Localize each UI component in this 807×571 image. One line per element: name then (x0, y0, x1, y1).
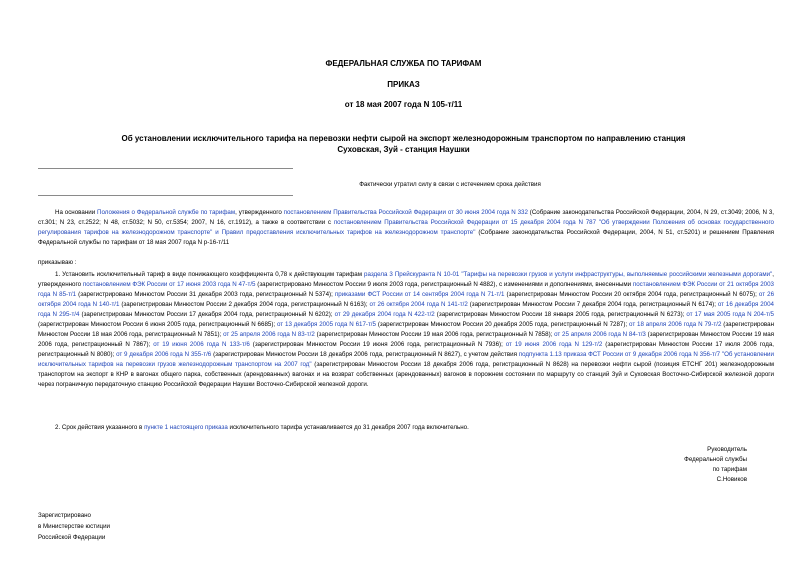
item1-link-fst-356-title[interactable]: "Об установлении исключительных тарифов на перевозки грузов железнодорожным транспортом на 2007 год" (38, 351, 774, 368)
item1-link-fst-141[interactable]: от 26 октября 2004 года N 141-т/2 (369, 301, 468, 308)
status-note: Фактически утратил силу в связи с истечением срока действия (359, 181, 541, 188)
item1-text: (зарегистрирован Минюстом России 20 октября 2004 года, регистрационный N 6075); (504, 291, 759, 298)
signature-line: по тарифам (712, 466, 747, 473)
agency-name: ФЕДЕРАЛЬНАЯ СЛУЖБА ПО ТАРИФАМ (325, 59, 482, 68)
preamble-link-gov-resolution-787[interactable]: постановлением Правительства Российской Федерации от 15 декабря 2004 года N 787 "Об утверждении Положения об основах государственного регулирования тарифов на железнодорожном транспорте" и Правил предоставления исключительных тарифов на железнодорожном транспорте" (38, 219, 775, 236)
doc-type: ПРИКАЗ (387, 80, 420, 89)
item1-link-fst-71[interactable]: приказами ФСТ России от 14 сентября 2004 года N 71-т/1 (334, 291, 505, 298)
registration-line: Российской Федерации (38, 534, 106, 541)
item1-text: (зарегистрирован Минюстом России 18 декабря 2006 года, регистрационный N 8628) на перевозки нефти сырой (позиция ЕТСНГ 201) железнодорожным транспортом на экспорт в КНР в вагонах общего парка, собственных (арендованных) вагонах и на возврат собственных (арендованных) вагонов в порожнем состоянии по маршруту со станций Зуй и Суховская Восточно-Сибирской железной дороги через пограничную передаточную станцию Российской Федерации Наушки Восточно-Сибирской железной дороги. (38, 361, 774, 388)
item1-text: (зарегистрирован Минюстом России 20 декабря 2005 года, регистрационный N 7287); (375, 321, 630, 328)
item1-link-fst-129[interactable]: от 19 июня 2006 года N 129-т/2 (505, 341, 603, 348)
preamble-paragraph (38, 208, 774, 248)
registration-line: Зарегистрировано (38, 512, 91, 519)
item1-text: (зарегистрировано Минюстом России 9 июля 2003 года, регистрационный N 4882), с изменениями и дополнениями, внесенными (255, 281, 633, 288)
signer-name: С.Новиков (716, 476, 747, 483)
item1-text: (зарегистрирован Минюстом России 7 декабря 2004 года, регистрационный N 6174); (467, 301, 718, 308)
registration-note (38, 510, 110, 543)
item1-link-pricelist[interactable]: раздела 3 Прейскуранта N 10-01 "Тарифы на перевозки грузов и услуги инфраструктуры, выполняемые российскими железными дорогами" (364, 271, 773, 278)
divider-bottom (38, 195, 293, 196)
item1-text: (зарегистрирован Минюстом России 17 декабря 2004 года, регистрационный N 6202); (79, 311, 335, 318)
preamble-text-4: (Собрание законодательства Российской Федерации, 2004, N 51, ст.5201) и решением Правления Федеральной службы по тарифам от 18 мая 2007 года N р-16-т/11 (38, 229, 774, 246)
preamble-text-1: На основании (55, 209, 98, 216)
item1-text: 1. Установить исключительный тариф в виде понижающего коэффициента 0,78 к действующим тарифам (55, 271, 364, 278)
item1-text: , утвержденного (38, 271, 774, 288)
item1-text: (зарегистрирован Минюстом России 19 мая 2006 года, регистрационный N 7858); (314, 331, 555, 338)
item1-text: (зарегистрирован Минюстом России 18 января 2005 года, регистрационный N 6273); (434, 311, 687, 318)
item1-text: (зарегистрировано Минюстом России 31 декабря 2003 года, регистрационный N 5374); (76, 291, 335, 298)
item2-text: исключительного тарифа устанавливается до 31 декабря 2007 года включительно. (227, 424, 469, 431)
item1-link-fst-83[interactable]: от 25 апреля 2006 года N 83-т/2 (223, 331, 315, 338)
item1-link-fst-356-subitem[interactable]: подпункта 1.13 приказа ФСТ России от 9 декабря 2006 года N 356-т/7 (518, 351, 721, 358)
item1-link-fst-204[interactable]: от 17 мая 2005 года N 204-т/5 (686, 311, 774, 318)
doc-title: Об установлении исключительного тарифа на перевозки нефти сырой на экспорт железнодорожным транспортом по направлению станция Суховская, Зуй - станция Наушки (121, 134, 686, 154)
preamble-text-3: (Собрание законодательства Российской Федерации, 2004, N 29, ст.3049; 2006, N 3, ст.301; N 23, ст.2522; N 48, ст.5032; N 50, ст.5354; 2007, N 16, ст.1912), а также в соответствии с (38, 209, 774, 226)
item1-link-fst-295[interactable]: от 16 декабря 2004 года N 295-т/4 (38, 301, 774, 318)
doc-date-number: от 18 мая 2007 года N 105-т/11 (344, 100, 463, 109)
preamble-link-gov-resolution-332[interactable]: постановлением Правительства Российской Федерации от 30 июня 2004 года N 332 (283, 209, 528, 216)
signature-line: Руководитель (707, 446, 747, 453)
signature-block (684, 445, 747, 485)
item1-text: (зарегистрирован Минюстом России 18 декабря 2006 года, регистрационный N 8627), с учетом действия (211, 351, 519, 358)
item1-link-fst-79[interactable]: от 18 апреля 2006 года N 79-т/2 (629, 321, 722, 328)
item1-link-fst-617[interactable]: от 13 декабря 2005 года N 617-т/5 (276, 321, 376, 328)
item1-link-fst-84[interactable]: от 25 апреля 2006 года N 84-т/3 (554, 331, 646, 338)
item1-link-fek-47[interactable]: постановлением ФЭК России от 17 июня 2003 года N 47-т/5 (82, 281, 256, 288)
item-2-paragraph (38, 423, 774, 433)
item1-link-fek-85[interactable]: постановлением ФЭК России от 21 октября 2003 года N 85-т/1 (38, 281, 774, 298)
registration-line: в Министерстве юстиции (38, 523, 111, 530)
item1-text: (зарегистрирован Минюстом России 19 июня 2006 года, регистрационный N 7936); (249, 341, 506, 348)
item-1-paragraph (38, 270, 774, 390)
divider-top (38, 168, 293, 169)
item1-text: (зарегистрирован Минюстом России 17 июля 2006 года, регистрационный N 8080); (38, 341, 774, 358)
item1-link-fst-140[interactable]: от 26 октября 2004 года N 140-т/1 (38, 291, 775, 308)
item1-link-fst-422[interactable]: от 29 декабря 2004 года N 422-т/2 (334, 311, 435, 318)
preamble-link-fst-regulation[interactable]: Положения о Федеральной службе по тарифам (97, 209, 236, 216)
order-word: приказываю : (38, 259, 77, 266)
item1-text: (зарегистрирован Минюстом России 19 мая 2006 года, регистрационный N 7867); (38, 331, 774, 348)
item2-link-point-1[interactable]: пункте 1 настоящего приказа (144, 424, 228, 431)
item2-text: 2. Срок действия указанного в (55, 424, 145, 431)
preamble-text-2: , утвержденного (235, 209, 284, 216)
item1-link-fst-133[interactable]: от 19 июня 2006 года N 133-т/6 (153, 341, 250, 348)
item1-text: (зарегистрирован Минюстом России 18 мая 2006 года, регистрационный N 7851); (38, 321, 774, 338)
item1-link-fst-355[interactable]: от 9 декабря 2006 года N 355-т/6 (116, 351, 212, 358)
signature-line: Федеральной службы (684, 456, 747, 463)
item1-text: (зарегистрирован Минюстом России 6 июня 2005 года, регистрационный N 6685); (38, 321, 277, 328)
item1-text: (зарегистрирован Минюстом России 2 декабря 2004 года, регистрационный N 6163); (119, 301, 370, 308)
